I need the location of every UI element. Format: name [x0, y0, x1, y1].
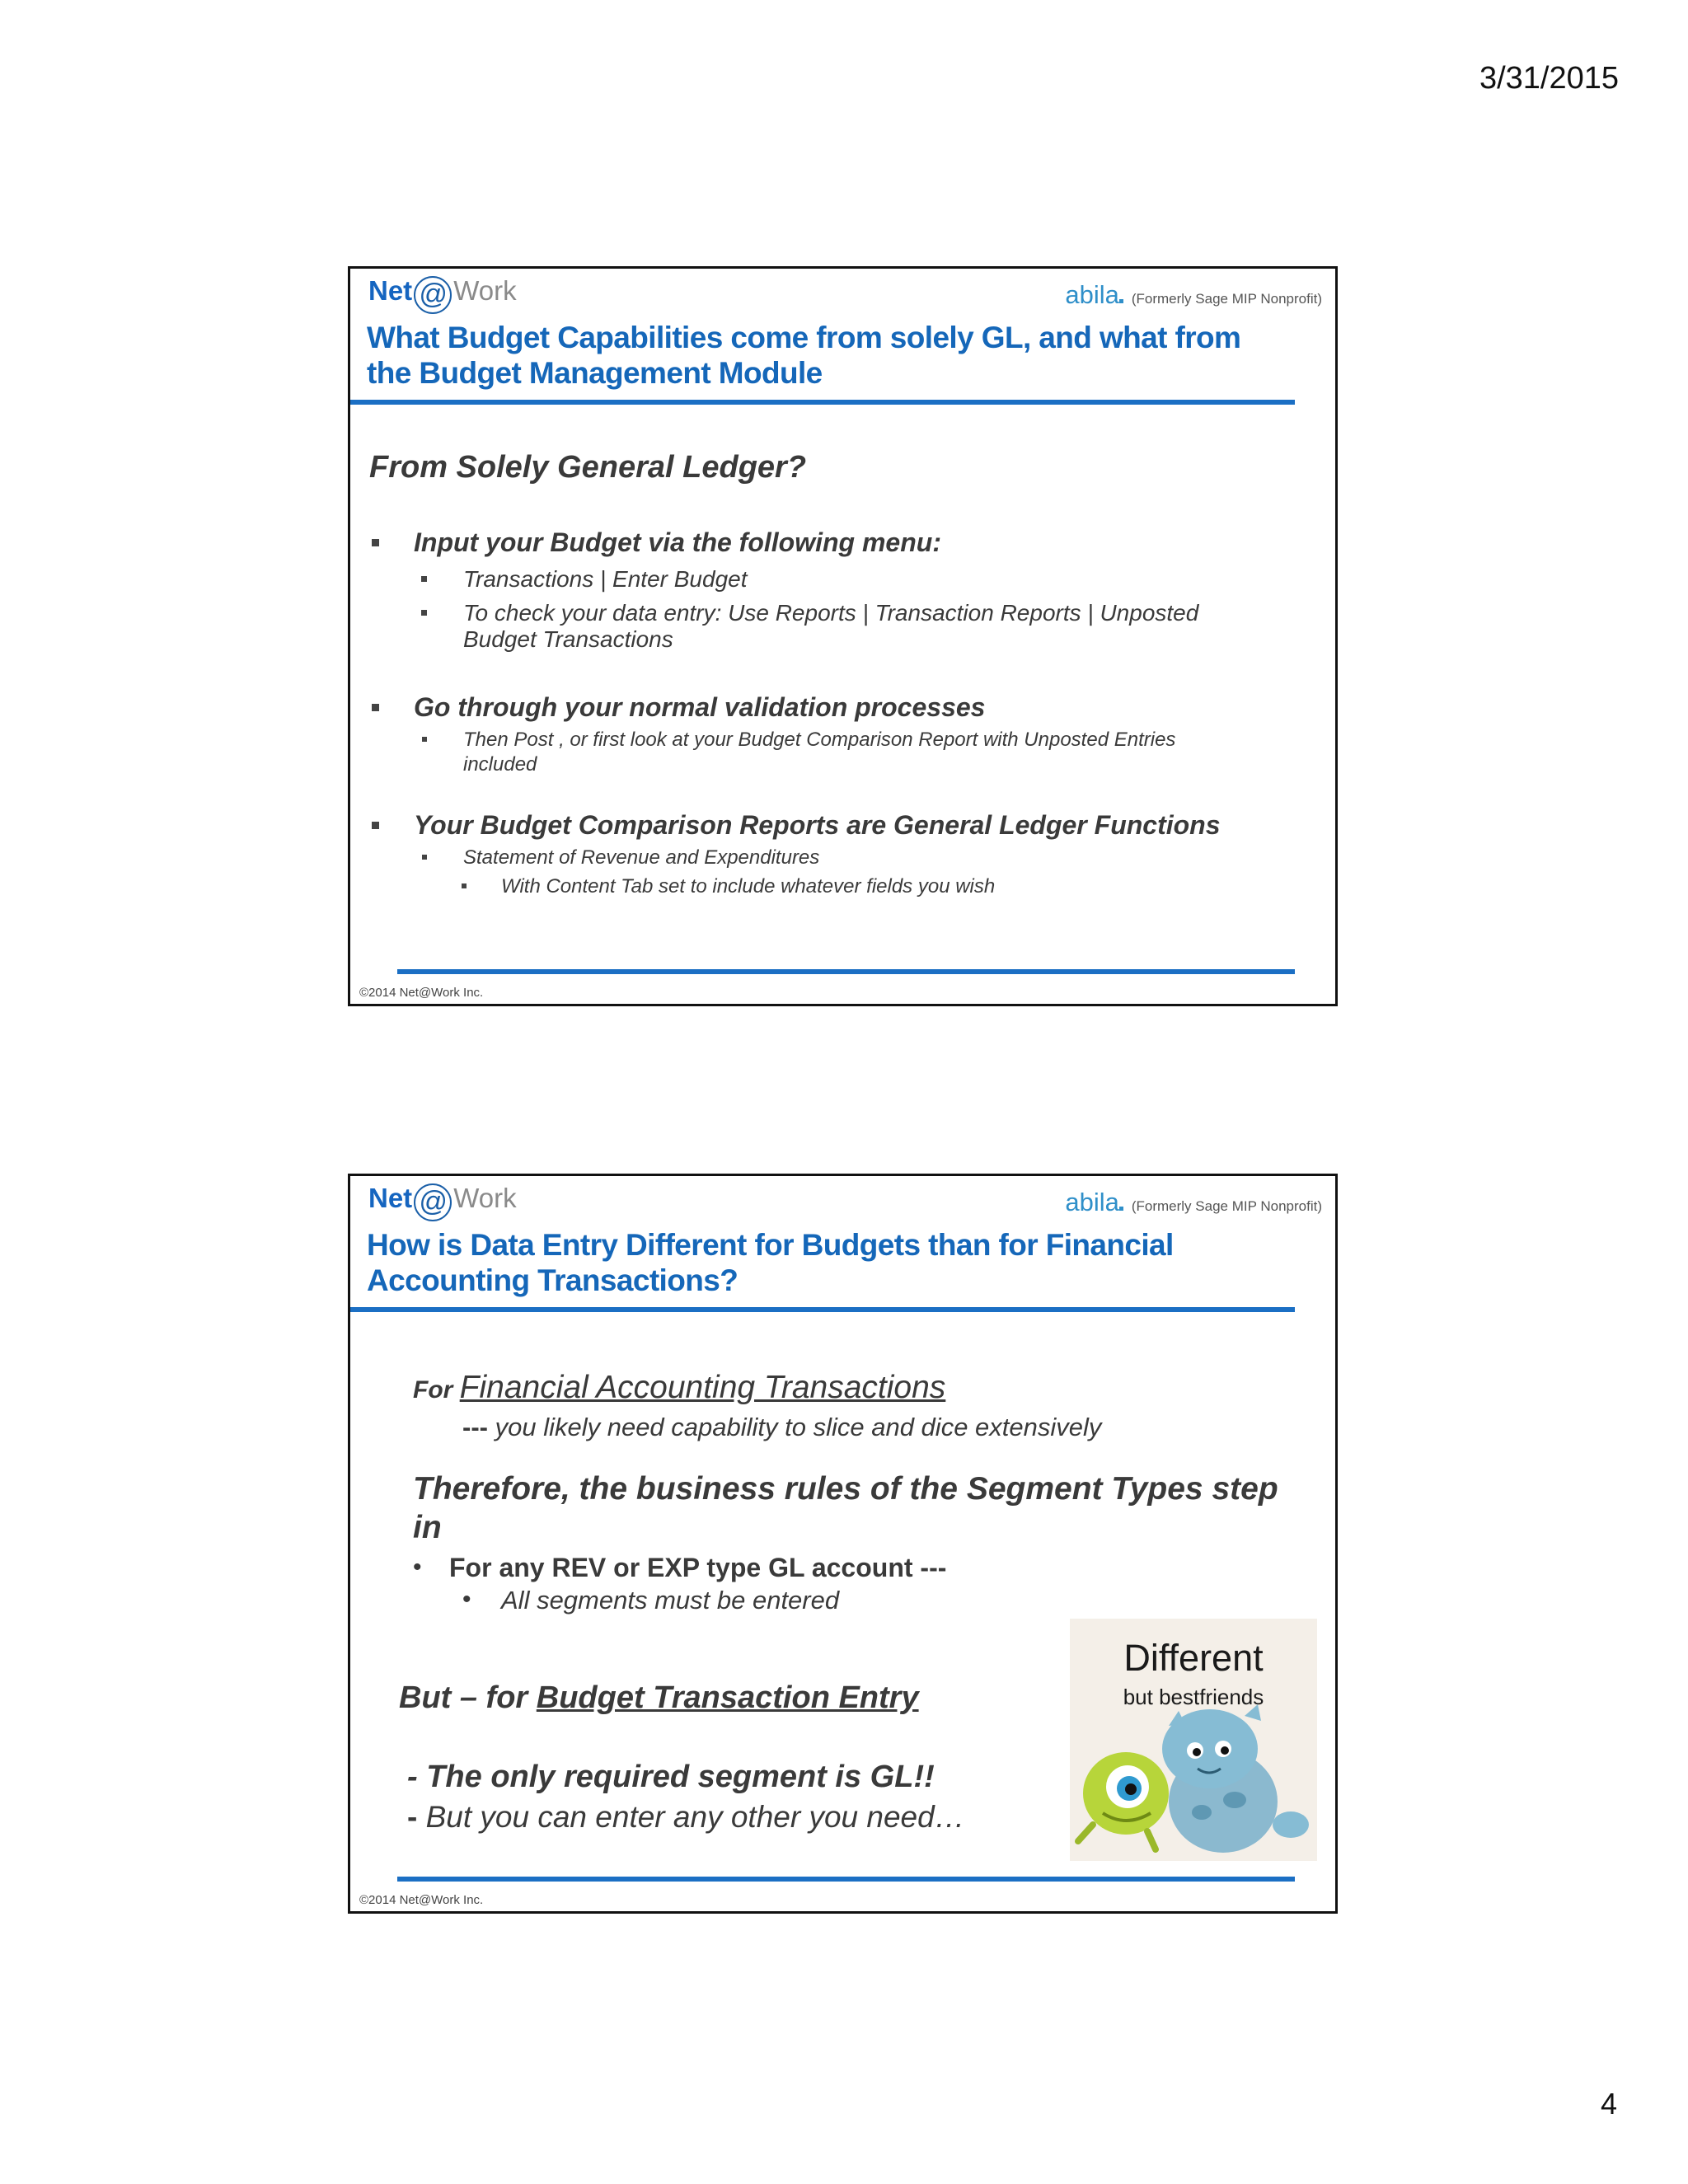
slide-title [367, 320, 1290, 391]
slice-line [462, 1413, 1101, 1442]
bullet-square-icon [422, 855, 427, 860]
bullet-square-icon [421, 576, 427, 582]
slide-title [367, 1227, 1290, 1298]
sub-bullet-text: To check your data entry: Use Reports | Transaction Reports | Unposted [463, 600, 1199, 626]
financial-transactions-label: Financial Accounting Transactions [459, 1370, 946, 1405]
sub-bullet-text: Then Post , or first look at your Budget Comparison Report with Unposted Entries [463, 729, 1176, 751]
rule-sub-text: All segments must be entered [501, 1586, 840, 1615]
abila-logo [1065, 280, 1322, 310]
sub-bullet-text: Statement of Revenue and Expenditures [463, 846, 820, 869]
copyright: ©2014 Net@Work Inc. [359, 1893, 484, 1907]
any-segment-line [407, 1800, 965, 1835]
image-subtitle: but bestfriends [1123, 1685, 1264, 1709]
slide-title-line: Accounting Transactions? [367, 1263, 738, 1297]
slide-title-line: How is Data Entry Different for Budgets than for Financial [367, 1228, 1174, 1262]
copyright: ©2014 Net@Work Inc. [359, 986, 484, 1000]
abila-note: (Formerly Sage MIP Nonprofit) [1131, 1198, 1322, 1214]
page-date: 3/31/2015 [1479, 61, 1619, 96]
networks-logo [368, 1183, 517, 1221]
sub-bullet-text: included [463, 753, 537, 776]
for-prefix: For [413, 1376, 460, 1404]
abila-word: abila [1065, 280, 1119, 309]
bullet-square-icon [421, 610, 427, 616]
slide-title-line: What Budget Capabilities come from solely GL, and what from [367, 321, 1241, 354]
footer-divider [397, 1877, 1295, 1882]
title-divider [350, 1307, 1295, 1312]
bullet-text: Go through your normal validation processes [414, 692, 986, 722]
networks-logo [368, 275, 517, 314]
abila-note: (Formerly Sage MIP Nonprofit) [1131, 291, 1322, 307]
image-title: Different [1123, 1637, 1264, 1679]
section-heading: From Solely General Ledger? [369, 450, 807, 485]
sub-bullet-text: Budget Transactions [463, 626, 673, 652]
different-but-bestfriends-image [1070, 1619, 1317, 1861]
slide-data-entry-differences [348, 1174, 1338, 1914]
sub-sub-bullet-text: With Content Tab set to include whatever fields you wish [501, 875, 996, 898]
therefore-line: in [413, 1510, 442, 1545]
bullet-square-icon [372, 539, 379, 546]
bullet-dot-icon: • [413, 1554, 422, 1581]
bullet-square-icon [422, 737, 427, 742]
budget-transaction-entry-label: Budget Transaction Entry [536, 1680, 919, 1715]
sub-bullet-text: Transactions | Enter Budget [463, 566, 748, 592]
logo-net-text: Net [368, 275, 413, 306]
monsters-illustration [1070, 1619, 1317, 1861]
slide-title-line: the Budget Management Module [367, 356, 823, 390]
abila-dot-icon [1119, 1207, 1123, 1211]
required-segment-line: - The only required segment is GL!! [407, 1760, 935, 1794]
any-dash: - [407, 1800, 418, 1834]
footer-divider [397, 969, 1295, 974]
page-number: 4 [1600, 2087, 1617, 2121]
bullet-square-icon [462, 883, 467, 888]
slice-dashes: --- [462, 1413, 488, 1441]
slice-text: you likely need capability to slice and dice extensively [487, 1413, 1102, 1441]
slide-budget-capabilities [348, 266, 1338, 1006]
logo-work-text: Work [453, 1183, 517, 1213]
bullet-square-icon [372, 822, 379, 829]
bullet-square-icon [372, 704, 379, 711]
logo-net-text: Net [368, 1183, 413, 1213]
abila-word: abila [1065, 1188, 1119, 1216]
at-sign-icon: @ [414, 276, 452, 314]
abila-dot-icon [1119, 299, 1123, 303]
abila-logo [1065, 1188, 1322, 1217]
rule-text: For any REV or EXP type GL account --- [449, 1553, 947, 1582]
bullet-text: Your Budget Comparison Reports are General Ledger Functions [414, 810, 1221, 840]
but-line [399, 1680, 919, 1716]
title-divider [350, 400, 1295, 405]
bullet-text: Input your Budget via the following menu: [414, 527, 941, 557]
at-sign-icon: @ [414, 1183, 452, 1221]
any-text: But you can enter any other you need… [417, 1800, 965, 1834]
for-line [413, 1370, 945, 1406]
logo-work-text: Work [453, 275, 517, 306]
but-prefix: But – for [399, 1680, 537, 1715]
bullet-dot-icon: • [462, 1586, 471, 1613]
therefore-line: Therefore, the business rules of the Segment Types step [413, 1471, 1278, 1507]
